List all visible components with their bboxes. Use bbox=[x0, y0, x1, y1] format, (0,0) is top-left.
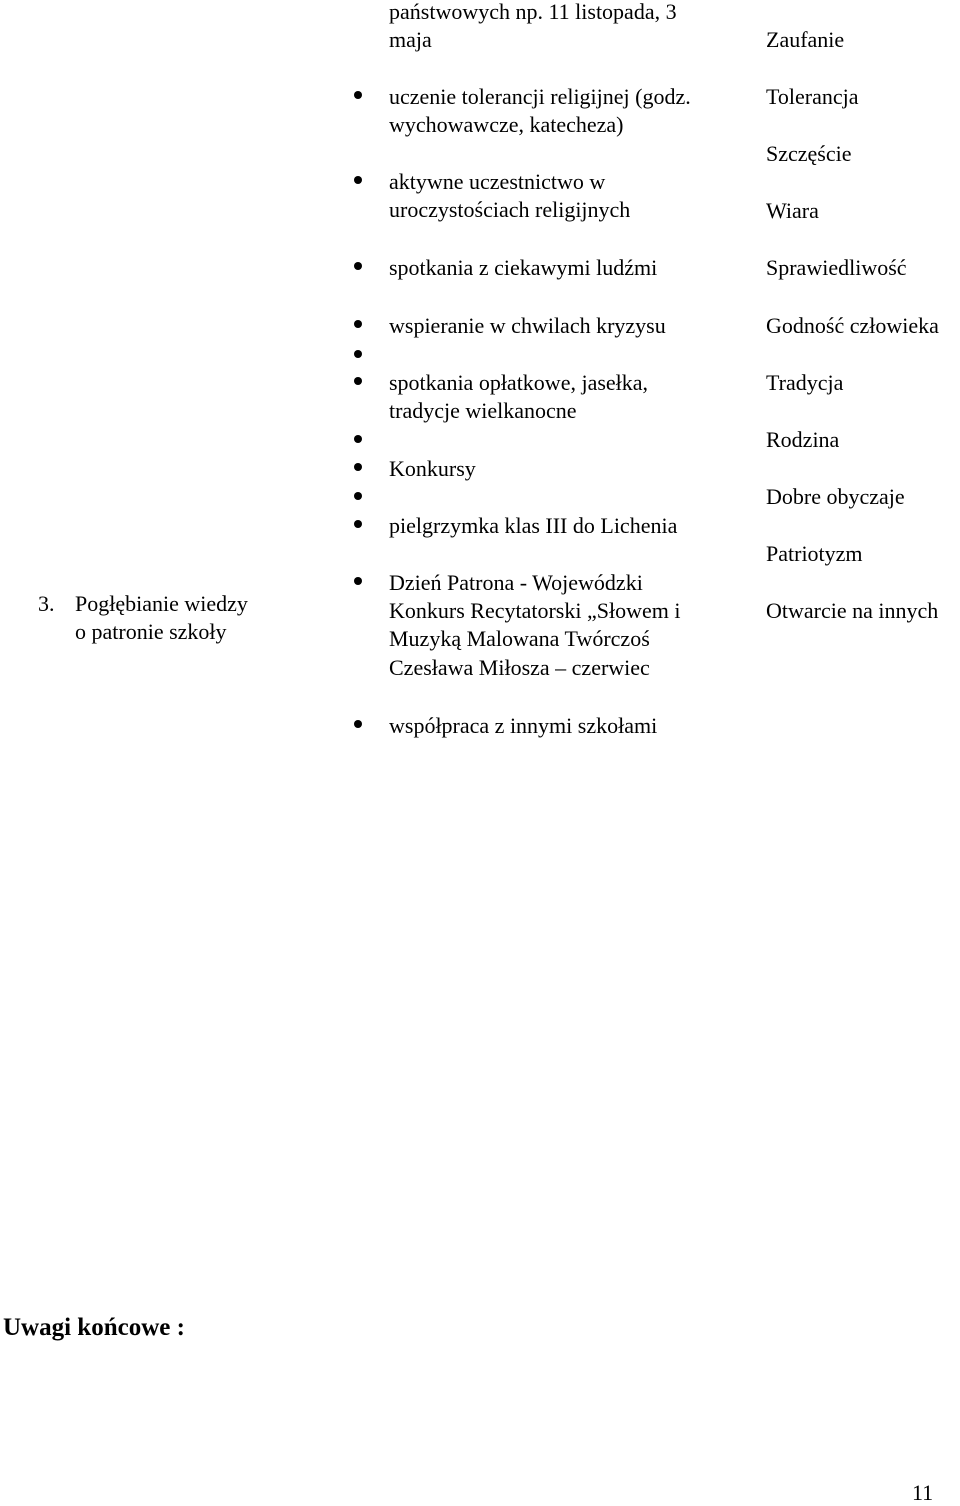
value-item: Rodzina bbox=[766, 427, 840, 452]
bullet-icon bbox=[354, 176, 362, 184]
bullet-icon bbox=[354, 435, 362, 443]
activity-text: maja bbox=[389, 27, 432, 52]
activity-text: Konkursy bbox=[389, 456, 476, 481]
section-title-line: o patronie szkoły bbox=[75, 619, 227, 644]
section-title-line: Pogłębianie wiedzy bbox=[75, 591, 248, 616]
activity-text: uczenie tolerancji religijnej (godz. bbox=[389, 84, 691, 109]
bullet-icon bbox=[354, 377, 362, 385]
activity-text: współpraca z innymi szkołami bbox=[389, 713, 658, 738]
value-item: Wiara bbox=[766, 198, 819, 223]
closing-remarks-heading: Uwagi końcowe : bbox=[3, 1314, 185, 1341]
activity-text: wspieranie w chwilach kryzysu bbox=[389, 313, 666, 338]
value-item: Tradycja bbox=[766, 370, 844, 395]
activity-text: Konkurs Recytatorski „Słowem i bbox=[389, 598, 681, 623]
activity-text: państwowych np. 11 listopada, 3 bbox=[389, 0, 677, 24]
value-item: Tolerancja bbox=[766, 84, 859, 109]
bullet-icon bbox=[354, 91, 362, 99]
value-item: Dobre obyczaje bbox=[766, 484, 905, 509]
bullet-icon bbox=[354, 320, 362, 328]
activity-text: uroczystościach religijnych bbox=[389, 197, 631, 222]
activity-text: aktywne uczestnictwo w bbox=[389, 169, 606, 194]
activity-text: pielgrzymka klas III do Lichenia bbox=[389, 513, 678, 538]
activity-text: Dzień Patrona - Wojewódzki bbox=[389, 570, 643, 595]
page-number: 11 bbox=[912, 1480, 934, 1505]
value-item: Patriotyzm bbox=[766, 541, 863, 566]
activity-text: spotkania opłatkowe, jasełka, bbox=[389, 370, 649, 395]
value-item: Szczęście bbox=[766, 141, 852, 166]
bullet-icon bbox=[354, 463, 362, 471]
activity-text: tradycje wielkanocne bbox=[389, 398, 577, 423]
activity-text: wychowawcze, katecheza) bbox=[389, 112, 624, 137]
section-number: 3. bbox=[38, 591, 55, 616]
bullet-icon bbox=[354, 577, 362, 585]
value-item: Sprawiedliwość bbox=[766, 255, 907, 280]
section-title bbox=[75, 590, 248, 646]
activity-text: Czesława Miłosza – czerwiec bbox=[389, 655, 650, 680]
value-item: Otwarcie na innych bbox=[766, 598, 939, 623]
activity-text: Muzyką Malowana Twórczoś bbox=[389, 626, 650, 651]
value-item: Zaufanie bbox=[766, 27, 845, 52]
bullet-icon bbox=[354, 720, 362, 728]
value-item: Godność człowieka bbox=[766, 313, 939, 338]
bullet-icon bbox=[354, 350, 362, 358]
bullet-icon bbox=[354, 262, 362, 270]
bullet-icon bbox=[354, 492, 362, 500]
activity-text: spotkania z ciekawymi ludźmi bbox=[389, 255, 658, 280]
bullet-icon bbox=[354, 520, 362, 528]
